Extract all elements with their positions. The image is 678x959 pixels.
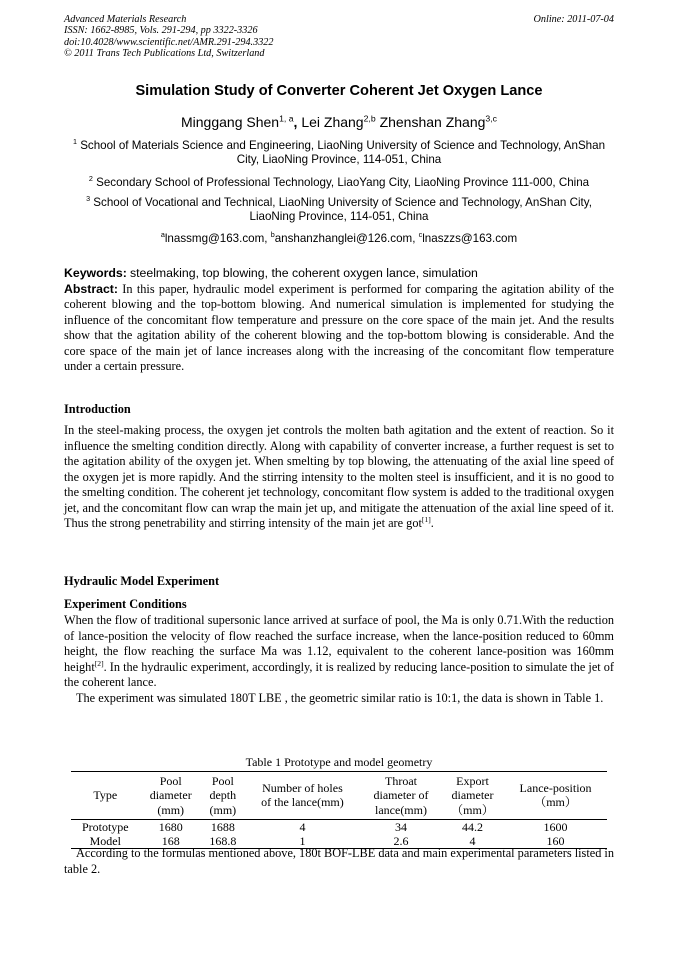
- keywords-label: Keywords:: [64, 266, 127, 280]
- affiliation-1: [64, 139, 614, 167]
- table-cell: 168: [140, 834, 202, 849]
- table-cell: 1688: [210, 820, 235, 834]
- citation-ref[interactable]: [1]: [421, 514, 431, 524]
- table-cell: 168.8: [202, 834, 244, 849]
- online-date: Online: 2011-07-04: [533, 14, 614, 25]
- table-cell: 4: [299, 820, 306, 834]
- introduction-text: In the steel-making process, the oxygen jet controls the molten bath agitation and the extent of reaction. So it influence the smelting condition directly. Along with capability of converter increase, a further request is set to the agitation ability of the oxygen jet. When smelting by top blowing, the attenuating of the axial line speed of the oxygen jet is more rapidly. And the stirring intensity to the molten steel is insufficient, and it is no good to the smelting condition. The coherent jet technology, concomitant flow system is added to the traditional oxygen jet, and the concomitant flow can wrap the main jet up, and mitigate the attenuation of the axial line speed of it. Thus the strong penetrability and stirring intensity of the main jet are got: [64, 423, 614, 530]
- section-heading-introduction: Introduction: [64, 402, 131, 416]
- affiliation-3: [64, 196, 614, 224]
- conditions-text-end: . In the hydraulic experiment, accordingly, it is realized by reducing lance-position to simulate the jet of the coherent lance.: [64, 659, 615, 689]
- author-name: Zhenshan Zhang: [379, 114, 486, 130]
- email-mark: a: [160, 230, 165, 240]
- conditions-paragraph-2: The experiment was simulated 180T LBE , the geometric similar ratio is 10:1, the data is shown in Table 1.: [76, 690, 604, 705]
- email-link[interactable]: anshanzhanglei@126.com: [274, 232, 413, 245]
- affiliation-text: School of Vocational and Technical, LiaoNing University of Science and Technology, AnShan City, LiaoNing Province, 114-051, China: [93, 196, 592, 223]
- abstract-label: Abstract:: [64, 281, 118, 296]
- table-cell: 1680: [158, 820, 183, 834]
- journal-name: Advanced Materials Research: [64, 14, 187, 25]
- geometry-table: [71, 755, 607, 849]
- table-caption: Table 1 Prototype and model geometry: [245, 755, 433, 769]
- table-cell: 44.2: [462, 820, 483, 834]
- author-affiliation-mark: 2,b: [363, 113, 376, 124]
- author-affiliation-mark: 1, a: [279, 113, 294, 124]
- table-header-row: [71, 771, 607, 820]
- section-heading-hydraulic: Hydraulic Model Experiment: [64, 574, 220, 588]
- author-affiliation-mark: 3,c: [485, 113, 497, 124]
- email-mark: b: [270, 230, 275, 240]
- author-name: Lei Zhang: [301, 114, 364, 130]
- email-list: $^a$lnassmg@163.com, $^b$anshanzhanglei@126.com, $^c$lnaszzs@163.com: [160, 230, 518, 245]
- column-header-export-diameter: Export diameter （mm）: [441, 771, 504, 820]
- table-cell: Model: [71, 834, 140, 849]
- table-cell: Prototype: [81, 820, 129, 834]
- affiliation-2: [64, 176, 614, 190]
- affiliation-text: Secondary School of Professional Technology, LiaoYang City, LiaoNing Province 111-000, China: [96, 176, 590, 189]
- introduction-paragraph: In the steel-making process, the oxygen jet controls the molten bath agitation and the extent of reaction. So it influence the smelting condition directly. Along with capability of converter increase, a further request is set to the agitation ability of the oxygen jet. When smelting by top blowing, the attenuating of the axial line speed of the oxygen jet is more rapidly. And the stirring intensity to the molten steel is insufficient, and it is no good to the smelting condition. The coherent jet technology, concomitant flow system is added to the traditional oxygen jet, and the concomitant flow can wrap the main jet up, and mitigate the attenuation of the axial line speed of it. Thus the strong penetrability and stirring intensity of the main jet are got[1].: [64, 423, 614, 530]
- affiliation-text: School of Materials Science and Engineering, LiaoNing University of Science and Technology, AnShan City, LiaoNing Province, 114-051, China: [80, 139, 606, 166]
- conditions-paragraph: [64, 613, 614, 706]
- affiliation-number: 1: [72, 137, 77, 147]
- author-separator: ,: [293, 114, 302, 130]
- column-header-pool-depth: Pool depth (mm): [202, 771, 244, 820]
- paper-title: Simulation Study of Converter Coherent Jet Oxygen Lance: [135, 83, 543, 99]
- abstract-paragraph: [64, 282, 614, 375]
- table-cell: 1: [244, 834, 361, 849]
- column-header-type: Type: [71, 771, 140, 820]
- email-mark: c: [418, 230, 423, 240]
- table-cell: 2.6: [361, 834, 441, 849]
- affiliation-number: 3: [86, 194, 91, 204]
- doi-line: doi:10.4028/www.scientific.net/AMR.291-294.3322: [64, 36, 274, 48]
- email-link[interactable]: lnaszzs@163.com: [422, 232, 518, 245]
- keywords-text: steelmaking, top blowing, the coherent oxygen lance, simulation: [129, 266, 478, 280]
- citation-ref[interactable]: [2]: [94, 658, 104, 668]
- keywords-abstract: [64, 266, 614, 375]
- abstract-text: In this paper, hydraulic model experiment is performed for comparing the agitation ability of the coherent blowing and the top-bottom blowing. And numerical simulation is implemented for studying the influence of the concomitant flow temperature and pressure on the core space of the main jet. And the results show that the agitation ability of the coherent blowing and the top-bottom blowing is considerable. And the core space of the main jet of lance increases along with the increasing of the concomitant flow temperature under a certain pressure.: [64, 281, 615, 373]
- column-header-lance-position: Lance-position （mm）: [504, 771, 607, 820]
- column-header-throat-diameter: Throat diameter of lance(mm): [361, 771, 441, 820]
- table-row: [71, 820, 607, 835]
- column-header-pool-diameter: Pool diameter (mm): [140, 771, 202, 820]
- conditions-text: When the flow of traditional supersonic lance arrived at surface of pool, the Ma is only 0.71.With the reduction of lance-position the velocity of flow reached the surface increase, when the lance-position reduced to 60mm height, the flow reaching the surface Ma was 1.12, equivalent to the coherent lance-position was 160mm height: [64, 613, 614, 674]
- author-list: [64, 114, 614, 130]
- affiliation-number: 2: [88, 174, 93, 184]
- table-cell: 160: [504, 834, 607, 849]
- keywords-line: [64, 266, 614, 282]
- table-cell: 1600: [543, 820, 568, 834]
- subsection-heading-conditions: Experiment Conditions: [64, 597, 187, 611]
- author-name: Minggang Shen: [181, 114, 280, 130]
- table-cell: 34: [395, 820, 407, 834]
- journal-header: [64, 14, 614, 59]
- issn-line: ISSN: 1662-8985, Vols. 291-294, pp 3322-3326: [64, 25, 258, 37]
- column-header-number-of-holes: Number of holes of the lance(mm): [244, 771, 361, 820]
- email-link[interactable]: lnassmg@163.com: [164, 232, 265, 245]
- after-table-paragraph: According to the formulas mentioned above, 180t BOF-LBE data and main experimental parameters listed in table 2.: [64, 846, 614, 876]
- table-cell: 4: [441, 834, 504, 849]
- copyright-line: © 2011 Trans Tech Publications Ltd, Switzerland: [64, 47, 265, 59]
